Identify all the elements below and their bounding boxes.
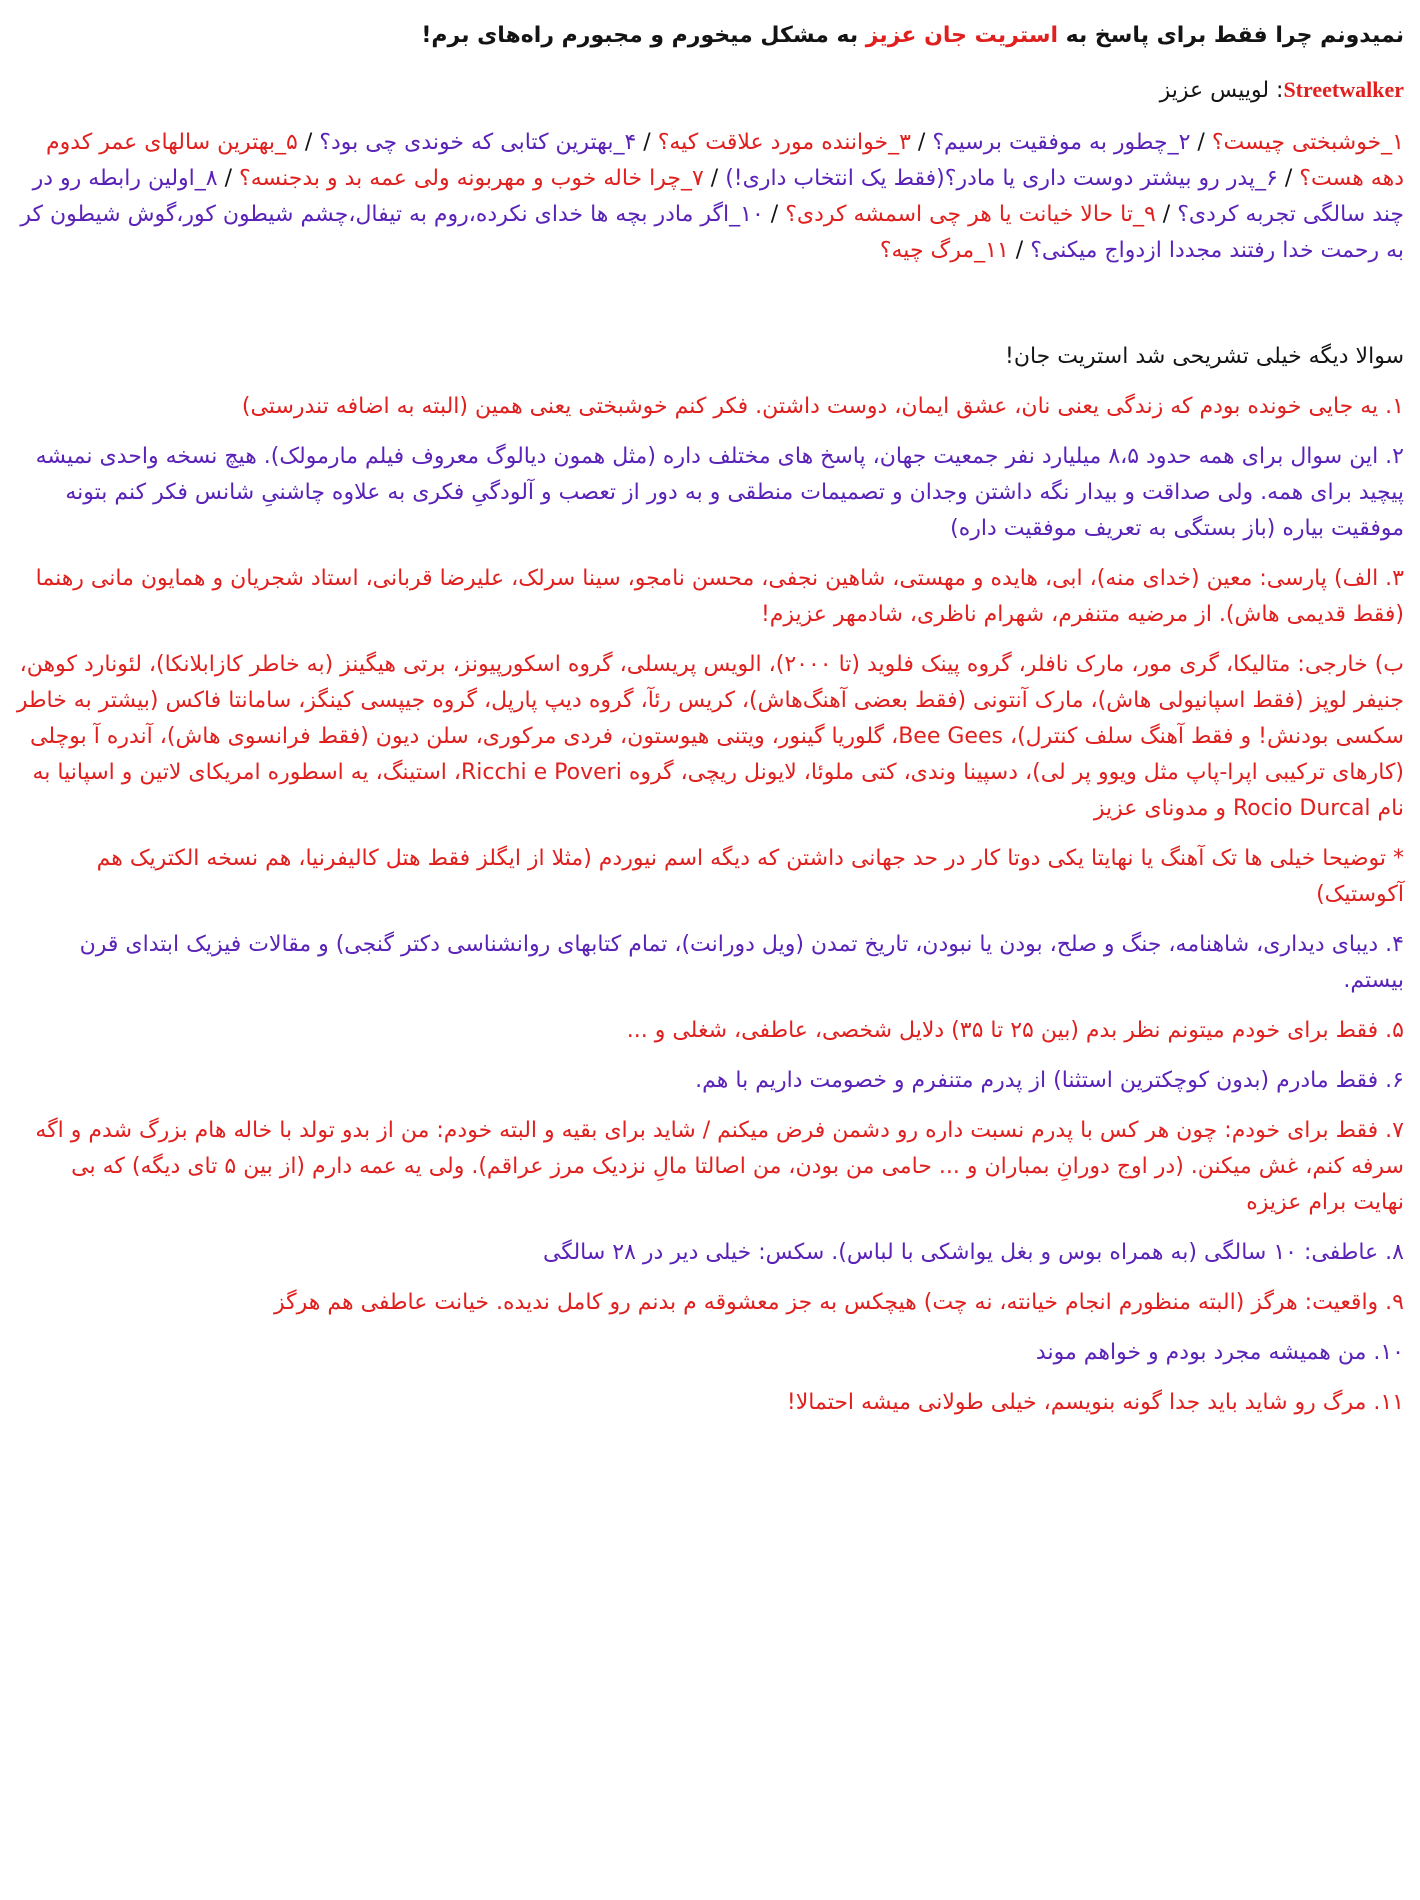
question-separator: / xyxy=(297,130,320,155)
answer-paragraph: ۱. یه جایی خونده بودم که زندگی یعنی نان، عشق ایمان، دوست داشتن. فکر کنم خوشبختی یعنی همین (البته به اضافه تندرستی) xyxy=(241,394,1404,419)
answer-paragraph: ۶. فقط مادرم (بدون کوچکترین استثنا) از پدرم متنفرم و خصومت داریم با هم. xyxy=(695,1068,1404,1093)
answer-paragraph: ۲. این سوال برای همه حدود ۸،۵ میلیارد نفر جمعیت جهان، پاسخ های مختلف داره (مثل همون دیالوگ معروف فیلم مارمولک). هیچ نسخه واحدی نمیشه پیچید برای همه. ولی صداقت و بیدار نگه داشتن وجدان و تصمیمات منطقی و به دور از تعصب و آلودگیِ فکری به علاوه چاشنیِ شانس فکر کنم بتونه موفقیت بیاره (باز بستگی به تعریف موفقیت داره) xyxy=(35,444,1404,541)
title-highlight: استریت جان عزیز xyxy=(865,23,1059,48)
question-item: ۲_چطور به موفقیت برسیم؟ xyxy=(932,130,1191,155)
answer-paragraph: * توضیحا خیلی ها تک آهنگ یا نهایتا یکی دوتا کار در حد جهانی داشتن که دیگه اسم نیوردم (مثلا از ایگلز فقط هتل کالیفرنیا، هم نسخه الکتریک هم آکوستیک) xyxy=(96,846,1404,907)
sender-tag: Streetwalker xyxy=(1283,77,1404,102)
answer-paragraph: ۱۱. مرگ رو شاید باید جدا گونه بنویسم، خیلی طولانی میشه احتمالا! xyxy=(786,1390,1404,1415)
question-item: ۱_خوشبختی چیست؟ xyxy=(1211,130,1404,155)
question-separator: / xyxy=(1190,130,1212,155)
question-separator: / xyxy=(1155,202,1178,227)
question-separator: / xyxy=(217,166,240,191)
answers-list xyxy=(16,389,1404,1421)
answer-paragraph: ۱۰. من همیشه مجرد بودم و خواهم موند xyxy=(1035,1340,1404,1365)
answer-paragraph: ب) خارجی: متالیکا، گری مور، مارک نافلر، گروه پینک فلوید (تا ۲۰۰۰)، الویس پریسلی، گروه اسکورپیونز، برتی هیگینز (به خاطر کازابلانکا)، لئونارد کوهن، جنیفر لوپز (فقط اسپانیولی هاش)، مارک آنتونی (فقط بعضی آهنگ‌هاش)، کریس رئآ، گروه دیپ پارپل، گروه جیپسی کینگز، سامانتا فاکس (بیشتر به خاطر سکسی بودنش! و فقط آهنگ سلف کنترل)، Bee Gees، گلوریا گینور، ویتنی هیوستون، فردی مرکوری، سلن دیون (فقط فرانسوی هاش)، آندره آ بوچلی (کارهای ترکیبی اپرا-پاپ مثل ویوو پر لی)، دسپینا وندی، کتی ملوئا، لایونل ریچی، گروه Ricchi e Poveri، استینگ، یه اسطوره امریکای لاتین و اسپانیا به نام Rocio Durcal و مدونای عزیز xyxy=(16,652,1404,821)
answer-paragraph: ۴. دیبای دیداری، شاهنامه، جنگ و صلح، بودن یا نبودن، تاریخ تمدن (ویل دورانت)، تمام کتابهای روانشناسی دکتر گنجی) و مقالات فیزیک ابتدای قرن بیستم. xyxy=(79,932,1404,993)
question-header xyxy=(16,72,1404,109)
header-separator: : xyxy=(1269,78,1284,103)
post-title xyxy=(16,18,1404,54)
sender-name: لوییس عزیز xyxy=(1159,78,1270,103)
question-item: ۱۱_مرگ چیه؟ xyxy=(879,238,1009,263)
question-separator: / xyxy=(703,166,726,191)
question-item: ۱۰_اگر مادر بچه ها خدای نکرده،روم به تیفال،چشم شیطون کور،گوش شیطون کر به رحمت خدا رفتند مجددا ازدواج میکنی؟ xyxy=(20,202,1404,263)
question-item: ۷_چرا خاله خوب و مهربونه ولی عمه بد و بدجنسه؟ xyxy=(239,166,704,191)
questions-paragraph xyxy=(16,125,1404,269)
answers-intro: سوالا دیگه خیلی تشریحی شد استریت جان! xyxy=(1005,344,1404,369)
answer-paragraph: ۵. فقط برای خودم میتونم نظر بدم (بین ۲۵ تا ۳۵) دلایل شخصی، عاطفی، شغلی و ... xyxy=(626,1018,1404,1043)
question-item: ۶_پدر رو بیشتر دوست داری یا مادر؟(فقط یک انتخاب داری!) xyxy=(725,166,1278,191)
answer-paragraph: ۷. فقط برای خودم: چون هر کس با پدرم نسبت داره رو دشمن فرض میکنم / شاید برای بقیه و البته خودم: من از بدو تولد با خاله هام بزرگ شدم و اگه سرفه کنم، غش میکنن. (در اوج دورانِ بمباران و ... حامی من بودن، من اصالتا مالِ نزدیک مرز عراقم). ولی یه عمه دارم (از بین ۵ تای دیگه) که بی نهایت برام عزیزه xyxy=(35,1118,1404,1215)
answer-paragraph: ۳. الف) پارسی: معین (خدای منه)، ابی، هایده و مهستی، شاهین نجفی، محسن نامجو، سینا سرلک، علیرضا قربانی، استاد شجریان و همایون مانی رهنما (فقط قدیمی هاش). از مرضیه متنفرم، شهرام ناظری، شادمهر عزیزم! xyxy=(35,566,1404,627)
title-part-2: به مشکل میخورم و مجبورم راه‌های برم! xyxy=(421,23,866,48)
question-separator: / xyxy=(763,202,786,227)
question-separator: / xyxy=(910,130,933,155)
question-item: ۹_تا حالا خیانت یا هر چی اسمشه کردی؟ xyxy=(785,202,1156,227)
answer-paragraph: ۸. عاطفی: ۱۰ سالگی (به همراه بوس و بغل یواشکی با لباس). سکس: خیلی دیر در ۲۸ سالگی xyxy=(542,1240,1404,1265)
answer-paragraph: ۹. واقعیت: هرگز (البته منظورم انجام خیانته، نه چت) هیچکس به جز معشوقه م بدنم رو کامل ندیده. خیانت عاطفی هم هرگز xyxy=(273,1290,1404,1315)
question-separator: / xyxy=(1277,166,1300,191)
question-item: ۵_بهترین سالهای عمر کدوم دهه هست؟ xyxy=(45,130,1404,191)
question-item: ۳_خواننده مورد علاقت کیه؟ xyxy=(657,130,911,155)
question-item: ۸_اولین رابطه رو در چند سالگی تجربه کردی؟ xyxy=(32,166,1404,227)
question-separator: / xyxy=(636,130,658,155)
title-part-1: نمیدونم چرا فقط برای پاسخ به xyxy=(1058,23,1404,48)
question-separator: / xyxy=(1008,238,1031,263)
question-item: ۴_بهترین کتابی که خوندی چی بود؟ xyxy=(319,130,637,155)
